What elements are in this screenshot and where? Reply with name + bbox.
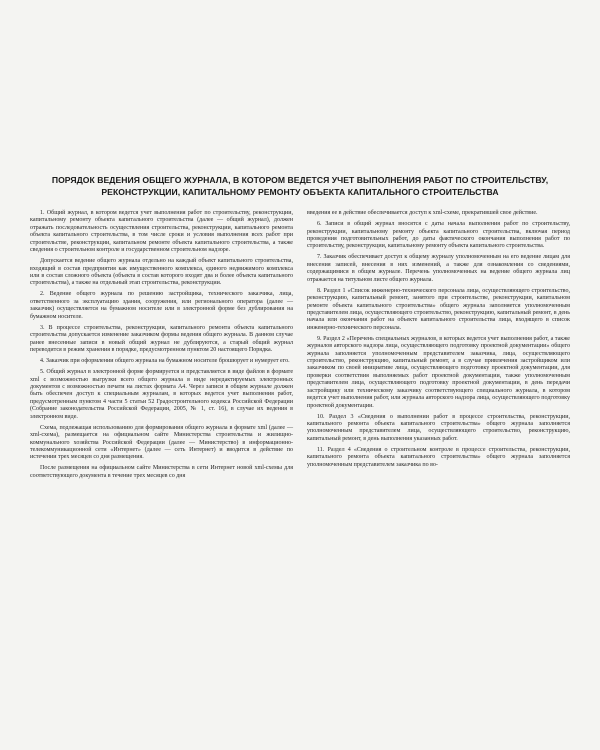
paragraph: 2. Ведение общего журнала по решению застройщика, технического заказчика, лица, ответственного за эксплуатацию здания, сооружения, или регионального оператора (далее — заказчик) осуществляется на бумажном носителе или в электронной форме без дублирования на бумажном носителе. (30, 291, 293, 320)
paragraph: 5. Общий журнал в электронной форме формируется и представляется в виде файлов в формате xml с возможностью выгрузки всего общего журнала в виде нередактируемых электронных документов с возможностью печати на листах формата А4. Через записи в общем журнале должен быть обеспечен доступ к специальным журналам, в которых ведется учет выполнения работ, предусмотренным пунктом 4 части 5 статьи 52 Градостроительного кодекса Российской Федерации (Собрание законодательства Российской Федерации, 2005, № 1, ст. 16), в случае их ведения в электронном виде. (30, 369, 293, 420)
paragraph: 1. Общий журнал, в котором ведется учет выполнения работ по строительству, реконструкции, капитальному ремонту объекта капитального строительства (далее — общий журнал), должен отражать последовательность осуществления строительства, реконструкции, капитального ремонта объекта капитального строительства, в том числе сроки и условия выполнения всех работ при строительстве, реконструкции, капитальном ремонте объекта капитального строительства, а также сведения о строительном контроле и государственном строительном надзоре. (30, 210, 293, 254)
title-line-1: ПОРЯДОК ВЕДЕНИЯ ОБЩЕГО ЖУРНАЛА, В КОТОРОМ ВЕДЕТСЯ УЧЕТ ВЫПОЛНЕНИЯ РАБОТ ПО СТРОИТЕЛЬСТВУ, (51, 175, 549, 185)
title-line-2: РЕКОНСТРУКЦИИ, КАПИТАЛЬНОМУ РЕМОНТУ ОБЪЕКТА КАПИТАЛЬНОГО СТРОИТЕЛЬСТВА (101, 187, 499, 197)
paragraph: 9. Раздел 2 «Перечень специальных журналов, в которых ведется учет выполнения работ, а также журналов авторского надзора лица, осуществляющего подготовку проектной документации» общего журнала заполняется уполномоченным представителем заказчика, лица, осуществляющего строительство, реконструкцию, капитальный ремонт, а в случае привлечения застройщиком или заказчиком по своей инициативе лица, осуществляющего подготовку проектной документации, для проверки соответствия выполняемых работ проектной документации, также уполномоченным представителем лица, осуществляющего подготовку проектной документации, в день передачи застройщику или техническому заказчику соответствующего специального журнала, в котором ведется учет выполнения работ, или журнала авторского надзора лица, осуществляющего подготовку проектной документации. (307, 335, 570, 409)
paragraph: 11. Раздел 4 «Сведения о строительном контроле в процессе строительства, реконструкции, капитального ремонта объекта капитального строительства» общего журнала заполняется уполномоченным представителем заказчика по во- (307, 446, 570, 468)
paragraph: Допускается ведение общего журнала отдельно на каждый объект капитального строительства, входящий в состав предприятия как имущественного комплекса, единого недвижимого комплекса или в состав сложного объекта (объекта в состав которого входят два и более объекта капитального строительства), а также на отдельный этап строительства, реконструкции. (30, 258, 293, 287)
paragraph: Схема, подлежащая использованию для формирования общего журнала в формате xml (далее — xml-схема), размещается на официальном сайте Министерства строительства и жилищно-коммунального хозяйства Российской Федерации (далее — Министерство) в информационно-телекоммуникационной сети «Интернет» (далее — сеть Интернет) и вводится в действие по истечении трех месяцев со дня размещения. (30, 424, 293, 461)
paragraph: 10. Раздел 3 «Сведения о выполнении работ в процессе строительства, реконструкции, капитального ремонта объекта капитального строительства» общего журнала заполняется уполномоченным представителем лица, осуществляющего строительство, реконструкцию, капитальный ремонт, в день выполнения указанных работ. (307, 413, 570, 442)
paragraph: 8. Раздел 1 «Список инженерно-технического персонала лица, осуществляющего строительство, реконструкцию, капитальный ремонт, занятого при строительстве, реконструкции, капитальном ремонте объекта капитального строительства» общего журнала заполняется уполномоченным представителем лица, осуществляющего строительство, реконструкцию, капитальный ремонт, в день начала или окончания работ на объекте капитального строительства лица, входящего в список инженерно-технического персонала. (307, 287, 570, 331)
document-title (50, 174, 550, 198)
paragraph: 3. В процессе строительства, реконструкции, капитального ремонта объекта капитального строительства допускается изменение заказчиком формы ведения общего журнала. В данном случае ранее внесенные записи в новый общий журнал не дублируются, а старый общий журнал переводится в режим хранения в порядке, предусмотренном пунктом 20 настоящего Порядка. (30, 324, 293, 353)
text-columns (30, 210, 570, 484)
paragraph: После размещения на официальном сайте Министерства в сети Интернет новой xml-схемы для соответствующего документа в течение трех месяцев со дня (30, 465, 293, 479)
paragraph-continued: введения ее в действие обеспечивается доступ к xml-схеме, прекратившей свое действие. (307, 210, 538, 216)
paragraph: 7. Заказчик обеспечивает доступ к общему журналу уполномоченным на его ведение лицам для внесения записей, внесения в них изменений, а также для ознакомления со сведениями, содержащимися в общем журнале. Перечень уполномоченных на ведение общего журнала лиц отражается на титульном листе общего журнала. (307, 254, 570, 283)
right-column (307, 210, 570, 484)
left-column (30, 210, 293, 484)
paragraph: 6. Записи в общий журнал вносятся с даты начала выполнения работ по строительству, реконструкции, капитальному ремонту объекта капитального строительства, включая период проведения подготовительных работ, до даты фактического окончания выполнения работ по строительству, реконструкции, капитальному ремонту объекта капитального строительства. (307, 221, 570, 250)
paragraph: 4. Заказчик при оформлении общего журнала на бумажном носителе брошюрует и нумерует его. (40, 358, 290, 365)
